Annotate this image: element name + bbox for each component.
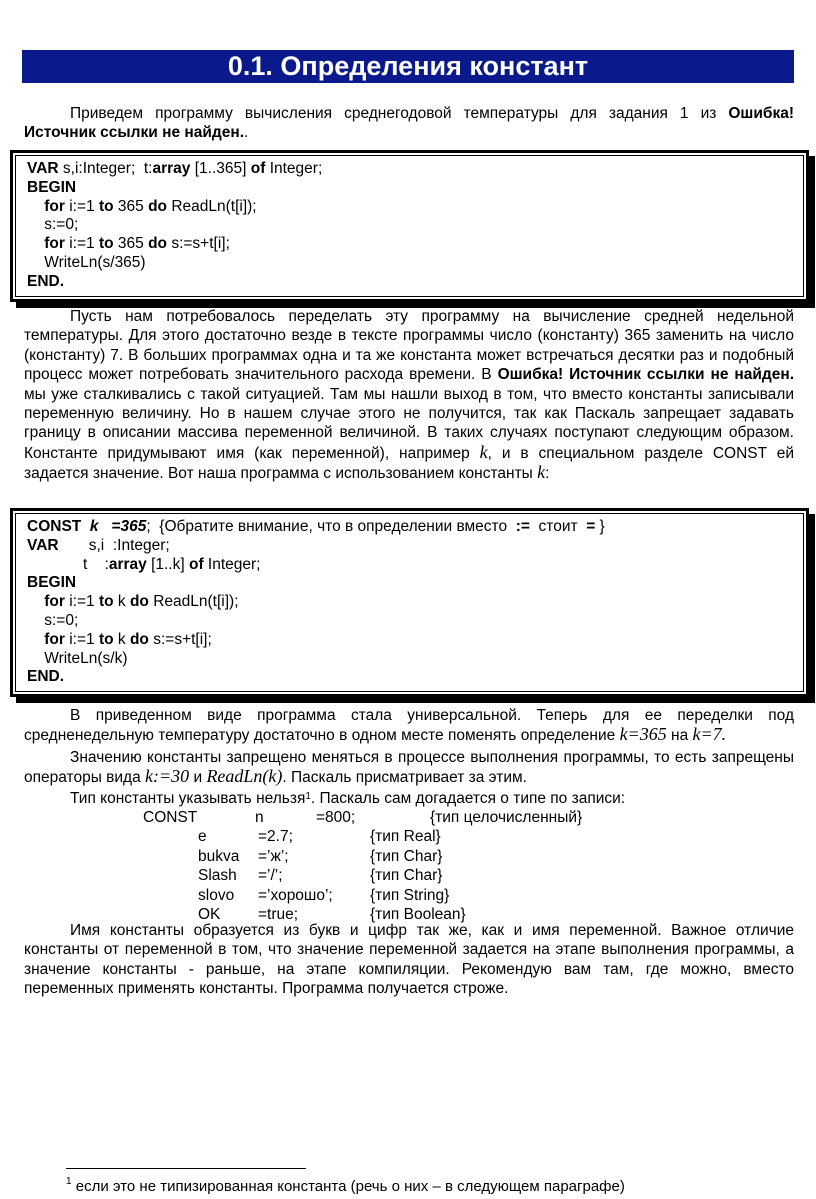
- code-token: s:=0;: [27, 611, 79, 629]
- code-token: t :: [27, 555, 109, 573]
- const-type: {тип Boolean}: [370, 905, 466, 923]
- const-type: {тип String}: [370, 886, 450, 904]
- code-token: [27, 235, 44, 252]
- text: . Паскаль сам догадается о типе по записи:: [310, 790, 626, 807]
- text: Тип константы указывать нельзя: [70, 790, 306, 807]
- code-token: [81, 518, 90, 535]
- text: на: [666, 727, 693, 745]
- code-token: to: [98, 593, 114, 611]
- expression: k=7.: [692, 724, 727, 745]
- code-token: Integer;: [265, 160, 323, 177]
- code-token: VAR: [27, 536, 59, 554]
- code-token: for: [44, 235, 65, 253]
- const-row: [0, 827, 816, 846]
- const-name: k: [537, 462, 546, 483]
- code-token: for: [44, 197, 65, 215]
- code-token: BEGIN: [27, 178, 77, 196]
- code-line: [27, 537, 803, 556]
- code-line: [27, 631, 803, 650]
- code-token: for: [44, 630, 65, 648]
- const-val: =800;: [316, 809, 356, 826]
- code-block-1: [10, 150, 809, 302]
- code-token: }: [595, 518, 605, 535]
- code-token: Integer;: [203, 555, 261, 573]
- text: . Паскаль присматривает за этим.: [282, 769, 527, 787]
- paragraph-type: [24, 789, 794, 808]
- code-token: i:=1: [64, 235, 99, 253]
- footnote: [66, 1178, 625, 1195]
- const-id: e: [198, 828, 207, 846]
- code-token: i:=1: [64, 630, 99, 648]
- const-id: bukva: [198, 847, 240, 865]
- text: :: [545, 465, 550, 483]
- const-id: OK: [198, 905, 221, 923]
- code-token: [1..365]: [190, 160, 251, 177]
- footnote-number: 1: [66, 1176, 72, 1187]
- code-token: [27, 631, 44, 648]
- code-token: i:=1: [64, 197, 99, 215]
- code-line: [27, 216, 803, 235]
- code-token: ReadLn(t[i]);: [167, 197, 257, 215]
- code-token: s,i :Integer;: [58, 536, 170, 554]
- paragraph-immutable: [24, 748, 794, 788]
- const-row: [0, 886, 816, 905]
- code-block-2: [10, 508, 809, 697]
- code-line: [27, 160, 803, 179]
- code-token: 365: [113, 235, 149, 253]
- footnote-divider: [66, 1168, 306, 1169]
- const-id: slovo: [198, 886, 235, 904]
- text: В приведенном виде программа стала универсальной. Теперь для ее переделки под средненедельную температуру достаточно в одном месте поменять определение: [24, 707, 794, 745]
- code-token: k: [113, 593, 130, 611]
- code-token: 365: [113, 197, 149, 215]
- code-line: [27, 198, 803, 217]
- code-line: [27, 593, 803, 612]
- const-name: CONST: [143, 809, 198, 826]
- text: , и в специальном разделе CONST ей задается значение. Вот наша программа с использованием константы: [24, 444, 795, 483]
- const-val: =’ж’;: [258, 847, 289, 865]
- text: Приведем программу вычисления среднегодовой температуры для задания 1 из: [70, 105, 729, 122]
- code-token: do: [148, 197, 168, 215]
- code-token: ReadLn(t[i]);: [148, 593, 239, 611]
- code-line: [27, 179, 803, 198]
- code-token: do: [148, 235, 168, 253]
- text: Значению константы запрещено меняться в процессе выполнения программы, то есть запрещены операторы вида: [24, 749, 794, 787]
- const-type: {тип Real}: [370, 828, 441, 846]
- code-token: ; {Обратите внимание, что в определении вместо: [146, 518, 516, 535]
- code-token: [27, 593, 44, 610]
- code-token: WriteLn(s/365): [27, 253, 146, 271]
- code-token: END.: [27, 272, 65, 290]
- code-token: [27, 198, 44, 215]
- const-row: [0, 866, 816, 885]
- reference-error: Ошибка! Источник ссылки не найден.: [497, 366, 795, 384]
- code-token: =: [586, 518, 596, 535]
- footnote-ref: 1: [305, 791, 311, 802]
- expression: ReadLn(k): [206, 766, 283, 787]
- code-token: to: [98, 197, 114, 215]
- const-val: =2.7;: [258, 828, 293, 846]
- const-val: =true;: [258, 905, 299, 923]
- paragraph-intro: [24, 104, 794, 143]
- text: мы уже сталкивались с такой ситуацией. Там мы нашли выход в том, что вместо константы записывали переменную величину. Но в нашем случае этого не получится, так как Паскаль запрещает задавать границу в описании массива переменной величиной. В таких случаях поступают следующим образом. Константе придумывают имя (как переменной), например: [24, 385, 794, 462]
- code-token: do: [129, 593, 149, 611]
- paragraph-const-motivation: [24, 307, 794, 484]
- code-token: s:=0;: [27, 216, 79, 234]
- const-row: [0, 808, 816, 827]
- code-token: array: [152, 160, 191, 177]
- const-row: [0, 847, 816, 866]
- code-token: s:=s+t[i];: [148, 630, 212, 648]
- const-id: n: [255, 809, 264, 826]
- expression: k=365: [619, 724, 667, 745]
- code-line: [27, 650, 803, 669]
- code-token: k: [113, 630, 130, 648]
- paragraph-universal: [24, 706, 794, 746]
- expression: k:=30: [145, 766, 190, 787]
- code-line: [27, 273, 803, 292]
- text: и: [189, 769, 207, 787]
- code-line: [27, 235, 803, 254]
- code-token: WriteLn(s/k): [27, 649, 128, 667]
- code-line: [27, 574, 803, 593]
- code-token: стоит: [529, 518, 587, 535]
- code-token: BEGIN: [27, 574, 77, 592]
- code-token: [99, 518, 112, 535]
- code-token: k: [89, 518, 99, 535]
- code-token: i:=1: [64, 593, 99, 611]
- code-token: to: [98, 235, 114, 253]
- code-token: =365: [111, 518, 147, 535]
- code-token: CONST: [27, 518, 82, 535]
- reference-error: Ошибка! Источник ссылки не найден.: [24, 105, 794, 142]
- const-val: =’/’;: [258, 867, 283, 885]
- code-token: do: [129, 630, 149, 648]
- text: Пусть нам потребовалось переделать эту программу на вычисление средней недельной температуры. Для этого достаточно везде в тексте программы число (константу) 365 заменить на число (константу) 7. В больших программах одна и та же константа может встречаться десятки раз и подобный процесс может потребовать значительного расхода времени. В: [24, 308, 794, 384]
- code-line: [27, 518, 803, 537]
- const-type: {тип целочисленный}: [430, 809, 583, 826]
- code-token: END.: [27, 668, 65, 686]
- footnote-text: если это не типизированная константа (речь о них – в следующем параграфе): [71, 1178, 625, 1195]
- code-line: [27, 612, 803, 631]
- code-token: VAR: [27, 160, 59, 177]
- code-token: of: [250, 160, 266, 177]
- code-token: :=: [515, 518, 530, 535]
- section-title: 0.1. Определения констант: [22, 50, 794, 83]
- const-examples: [0, 808, 816, 924]
- code-token: s,i:Integer; t:: [58, 160, 153, 177]
- code-token: [1..k]: [146, 555, 189, 573]
- code-token: for: [44, 593, 65, 611]
- code-token: of: [188, 555, 204, 573]
- paragraph-naming: Имя константы образуется из букв и цифр так же, как и имя переменной. Важное отличие константы от переменной в том, что значение переменной задается на этапе выполнения программы, а значение константы - раньше, на этапе компиляции. Рекомендую вам там, где можно, вместо переменных применять константы. Программа получается строже.: [24, 922, 794, 998]
- code-token: s:=s+t[i];: [167, 235, 230, 253]
- const-id: Slash: [198, 867, 237, 885]
- code-line: [27, 668, 803, 687]
- const-name: k: [479, 441, 488, 462]
- code-token: to: [98, 630, 114, 648]
- const-type: {тип Char}: [370, 847, 443, 865]
- text: .: [244, 124, 249, 142]
- code-line: [27, 254, 803, 273]
- code-line: [27, 556, 803, 575]
- const-type: {тип Char}: [370, 867, 443, 885]
- code-token: array: [108, 555, 147, 573]
- const-val: =’хорошо’;: [258, 886, 333, 904]
